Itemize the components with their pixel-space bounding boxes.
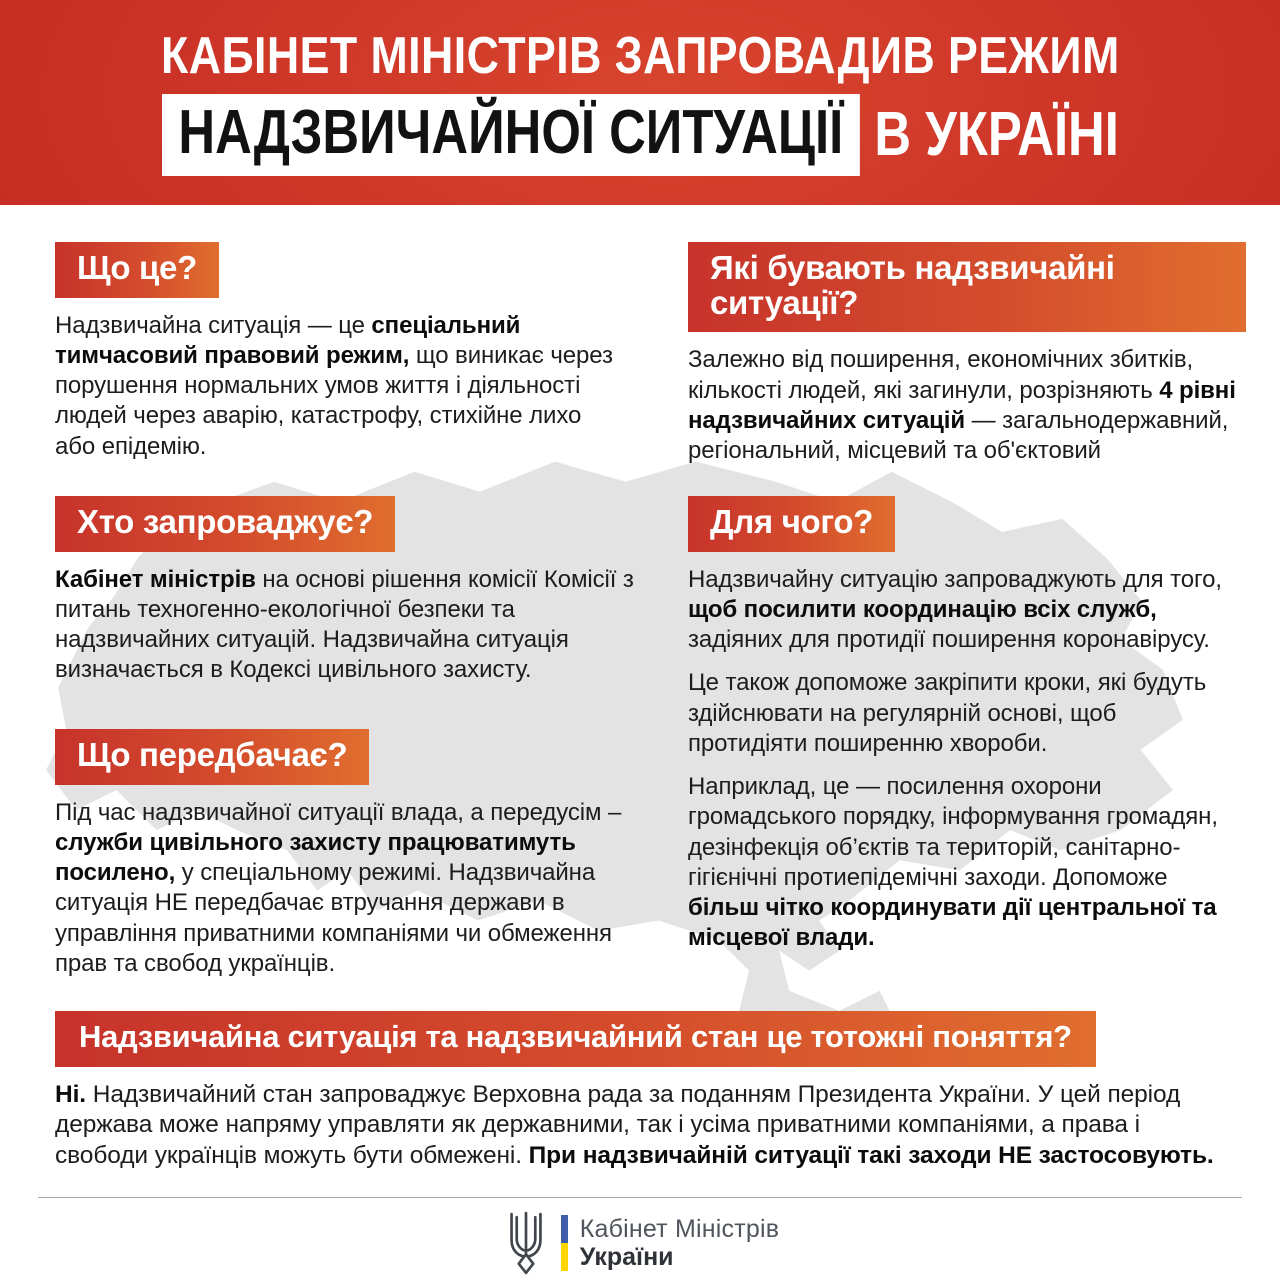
section-who-introduces (55, 496, 635, 686)
hero-banner (0, 0, 1280, 205)
hero-title-line2 (162, 94, 1119, 176)
paragraph: Залежно від поширення, економічних збитків, кількості людей, які загинули, розрізняють 4 рівні надзвичайних ситуацій — загальнодержавний, регіональний, місцевий та об'єктовий (688, 346, 1236, 464)
org-name-line2: України (579, 1243, 674, 1271)
section-what-it-provides (55, 729, 635, 979)
tryzub-coat-of-arms-icon (501, 1211, 551, 1275)
hero-title-line1: КАБІНЕТ МІНІСТРІВ ЗАПРОВАДИВ РЕЖИМ (160, 27, 1120, 86)
section-body (688, 345, 1246, 466)
paragraph: Це також допоможе закріпити кроки, які будуть здійснювати на регулярній основі, щоб протидіяти поширенню хвороби. (688, 669, 1207, 757)
footer-logo (0, 1211, 1280, 1275)
hero-title-line2-rest: В УКРАЇНІ (873, 99, 1119, 169)
paragraph: Надзвичайну ситуацію запроваджують для того, щоб посилити координацію всіх служб, задіяних для протидії поширення коронавірусу. (688, 565, 1222, 654)
section-body (688, 565, 1240, 954)
section-title-badge: Надзвичайна ситуація та надзвичайний стан це тотожні поняття? (55, 1011, 1096, 1067)
section-what-is-it (55, 242, 625, 462)
section-title-badge: Що передбачає? (55, 729, 369, 785)
section-emergency-vs-state-of-emergency (55, 1011, 1233, 1172)
hero-highlight-box: НАДЗВИЧАЙНОЇ СИТУАЦІЇ (162, 94, 860, 176)
paragraph: Ні. Надзвичайний стан запроваджує Верховна рада за поданням Президента України. У цей період держава може напряму управляти як державними, так і усіма приватними компаніями, а права і свободи українців можуть бути обмежені. При надзвичайній ситуації такі заходи НЕ застосовують. (55, 1080, 1214, 1170)
section-body (55, 565, 635, 686)
section-title-badge: Хто запроваджує? (55, 496, 395, 552)
paragraph: Надзвичайна ситуація — це спеціальний тимчасовий правовий режим, що виникає через порушення нормальних умов життя і діяльності людей через аварію, катастрофу, стихійне лихо або епідемію. (55, 311, 613, 460)
footer-divider (38, 1197, 1242, 1198)
org-name (580, 1215, 779, 1271)
section-types-of-emergencies (688, 242, 1246, 466)
paragraph: Кабінет міністрів на основі рішення комісії Комісії з питань техногенно-екологічної безпеки та надзвичайних ситуацій. Надзвичайна ситуація визначається в Кодексі цивільного захисту. (55, 565, 634, 684)
section-title-badge: Що це? (55, 242, 219, 298)
section-title-badge: Для чого? (688, 496, 895, 552)
paragraph: Наприклад, це — посилення охорони громадського порядку, інформування громадян, дезінфекція об’єктів та територій, санітарно-гігієнічні протиепідемічні заходи. Допоможе більш чітко координувати дії центральної та місцевої влади. (688, 773, 1218, 952)
section-body (55, 311, 625, 462)
section-why (688, 496, 1240, 953)
section-title-badge: Які бувають надзвичайні ситуації? (688, 242, 1246, 332)
flag-blue-yellow-bar (561, 1215, 568, 1271)
paragraph: Під час надзвичайної ситуації влада, а передусім – служби цивільного захисту працюватимуть посилено, у спеціальному режимі. Надзвичайна ситуація НЕ передбачає втручання держави в управління приватними компаніями чи обмеження прав та свобод українців. (55, 798, 622, 977)
section-body (55, 1080, 1233, 1173)
org-name-line1: Кабінет Міністрів (579, 1215, 780, 1243)
section-body (55, 798, 635, 979)
